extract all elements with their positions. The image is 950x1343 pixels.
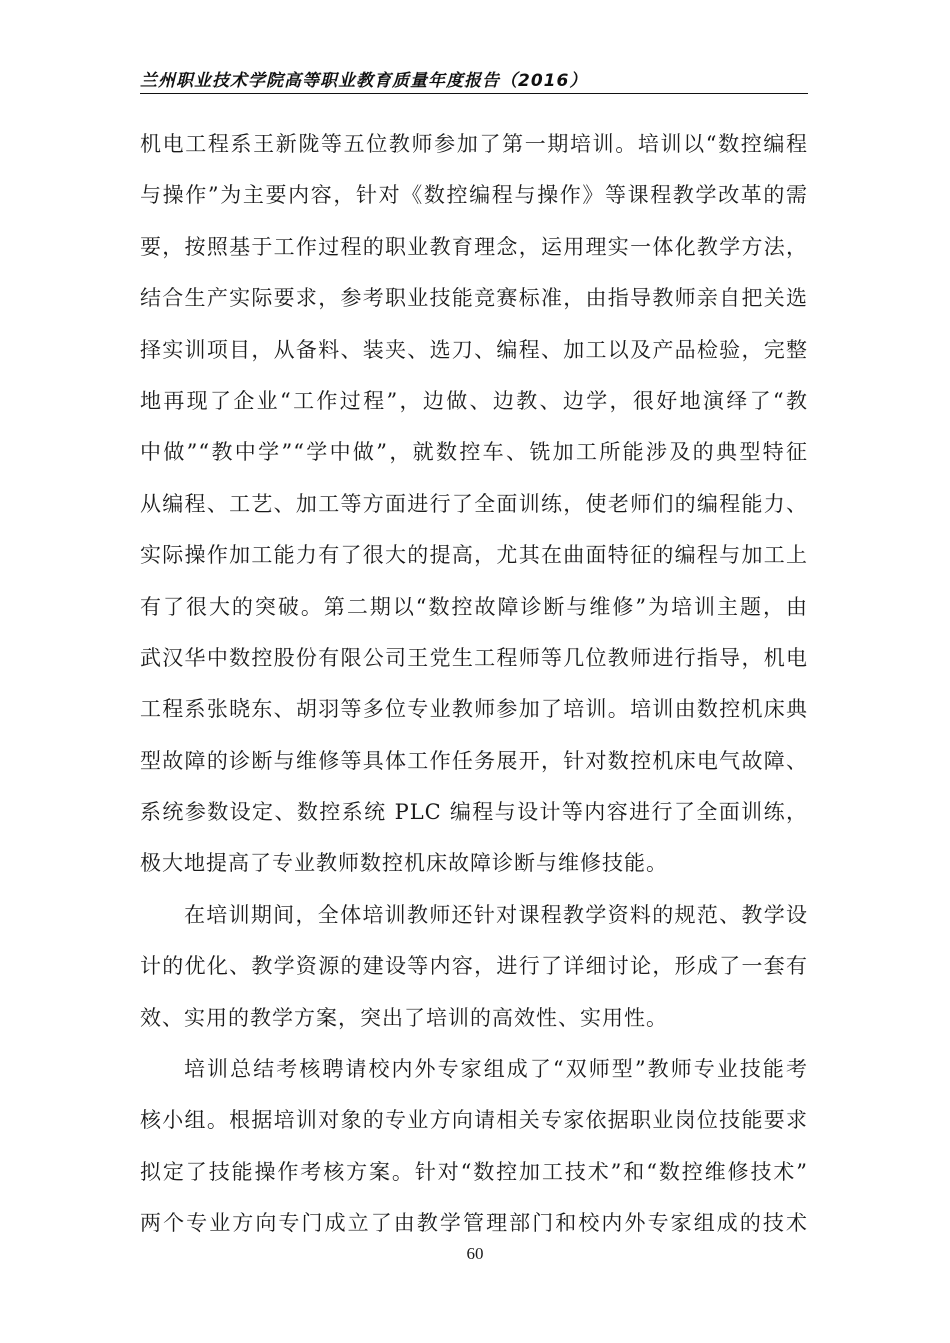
body-text [140, 119, 808, 1250]
text-line: 择实训项目，从备料、装夹、选刀、编程、加工以及产品检验，完整 [140, 337, 808, 362]
text-line: 核小组。根据培训对象的专业方向请相关专家依据职业岗位技能要求 [140, 1108, 808, 1133]
text-line: 有了很大的突破。第二期以“数控故障诊断与维修”为培训主题，由 [140, 594, 808, 619]
text-line: 地再现了企业“工作过程”，边做、边教、边学，很好地演绎了“教 [140, 388, 808, 413]
text-line: 机电工程系王新陇等五位教师参加了第一期培训。培训以“数控编程 [140, 132, 808, 156]
text-line: 在培训期间，全体培训教师还针对课程教学资料的规范、教学设 [184, 902, 808, 927]
text-line: 效、实用的教学方案，突出了培训的高效性、实用性。 [140, 1005, 668, 1030]
page-number: 60 [466, 1244, 484, 1263]
text-line: 系统参数设定、数控系统 PLC 编程与设计等内容进行了全面训练， [140, 800, 808, 825]
text-line: 两个专业方向专门成立了由教学管理部门和校内外专家组成的技术 [140, 1211, 808, 1236]
paragraph-1 [140, 119, 808, 890]
text-line: 培训总结考核聘请校内外专家组成了“双师型”教师专业技能考 [184, 1057, 808, 1082]
paragraph-3 [140, 1044, 808, 1250]
text-line: 从编程、工艺、加工等方面进行了全面训练，使老师们的编程能力、 [140, 491, 808, 516]
paragraph-2 [140, 890, 808, 1044]
header-rule [140, 93, 808, 94]
page-header-title: 兰州职业技术学院高等职业教育质量年度报告（2016） [140, 71, 588, 91]
text-line: 中做”“教中学”“学中做”，就数控车、铣加工所能涉及的典型特征 [140, 440, 808, 465]
text-line: 与操作”为主要内容，针对《数控编程与操作》等课程教学改革的需 [140, 183, 808, 208]
text-line: 工程系张晓东、胡羽等多位专业教师参加了培训。培训由数控机床典 [140, 697, 808, 722]
text-line: 拟定了技能操作考核方案。针对“数控加工技术”和“数控维修技术” [140, 1159, 808, 1184]
text-line: 要，按照基于工作过程的职业教育理念，运用理实一体化教学方法， [140, 234, 808, 259]
text-line: 武汉华中数控股份有限公司王党生工程师等几位教师进行指导，机电 [140, 645, 808, 670]
text-line: 计的优化、教学资源的建设等内容，进行了详细讨论，形成了一套有 [140, 954, 808, 979]
text-line: 结合生产实际要求，参考职业技能竞赛标准，由指导教师亲自把关选 [140, 286, 808, 311]
text-line: 实际操作加工能力有了很大的提高，尤其在曲面特征的编程与加工上 [140, 543, 808, 568]
text-line: 极大地提高了专业教师数控机床故障诊断与维修技能。 [140, 851, 668, 876]
text-line: 型故障的诊断与维修等具体工作任务展开，针对数控机床电气故障、 [140, 748, 808, 773]
